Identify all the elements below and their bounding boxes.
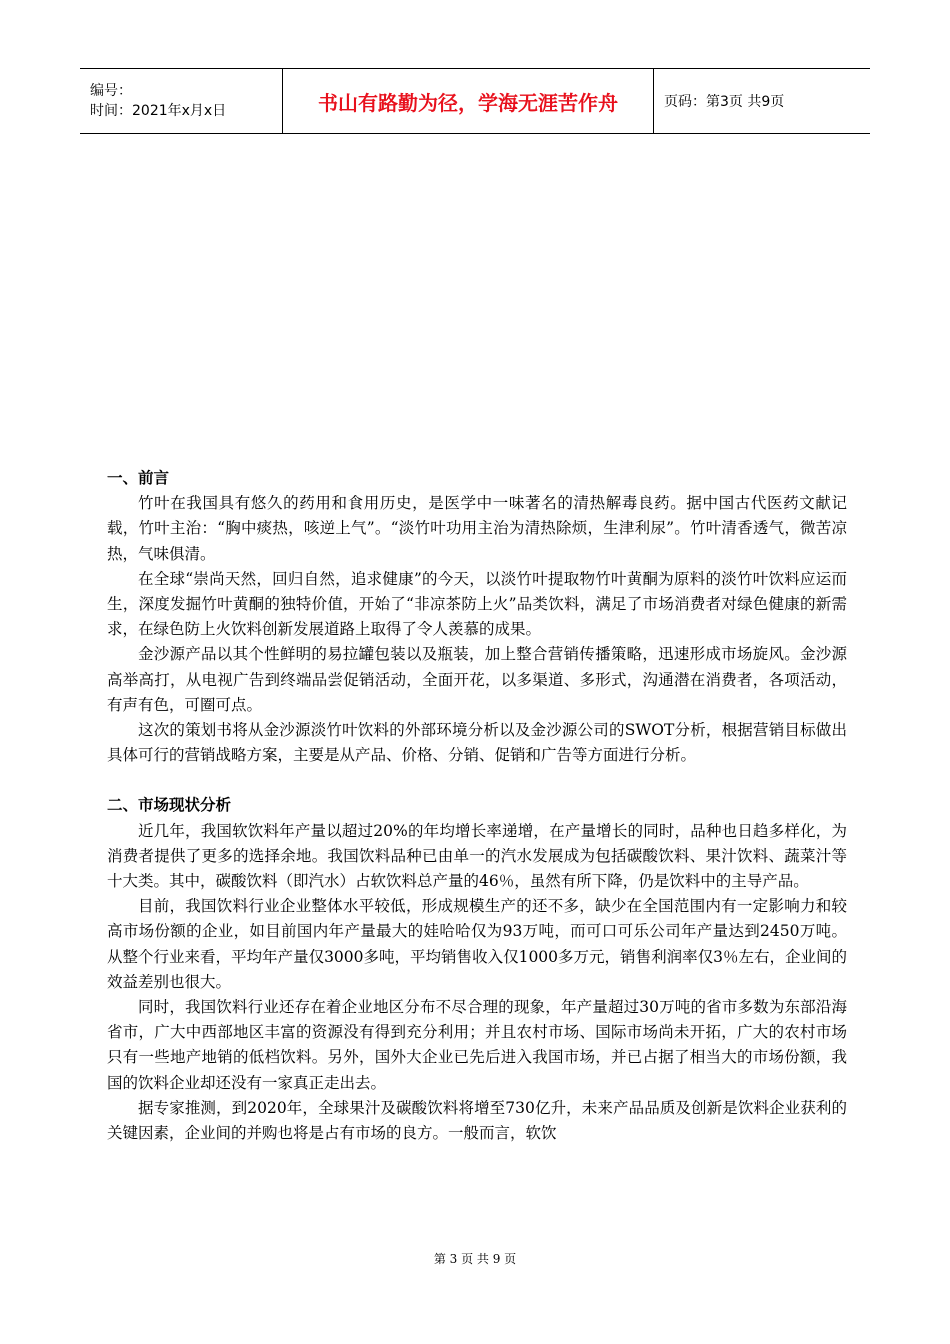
paragraph: 这次的策划书将从金沙源淡竹叶饮料的外部环境分析以及金沙源公司的SWOT分析，根据营销目标做出具体可行的营销战略方案，主要是从产品、价格、分销、促销和广告等方面进行分析。 bbox=[107, 721, 847, 765]
document-body bbox=[107, 466, 847, 1146]
paragraph: 近几年，我国软饮料年产量以超过20%的年均增长率递增，在产量增长的同时，品种也日趋多样化，为消费者提供了更多的选择余地。我国饮料品种已由单一的汽水发展成为包括碳酸饮料、果汁饮料、蔬菜汁等十大类。其中，碳酸饮料（即汽水）占软饮料总产量的46％，虽然有所下降，仍是饮料中的主导产品。 bbox=[107, 821, 847, 891]
number-label: 编号： bbox=[90, 83, 132, 99]
paragraph: 同时，我国饮料行业还存在着企业地区分布不尽合理的现象，年产量超过30万吨的省市多数为东部沿海省市，广大中西部地区丰富的资源没有得到充分利用；并且农村市场、国际市场尚未开拓，广大的农村市场只有一些地产地销的低档饮料。另外，国外大企业已先后进入我国市场，并已占据了相当大的市场份额，我国的饮料企业却还没有一家真正走出去。 bbox=[107, 998, 847, 1092]
header-meta bbox=[80, 69, 282, 133]
section-gap bbox=[107, 768, 847, 793]
section-heading: 一、前言 bbox=[107, 469, 170, 487]
header-motto bbox=[282, 69, 654, 133]
footer-page-number: 第 3 页 共 9 页 bbox=[433, 1252, 517, 1266]
motto-text: 书山有路勤为径，学海无涯苦作舟 bbox=[318, 90, 618, 115]
paragraph: 竹叶在我国具有悠久的药用和食用历史，是医学中一味著名的清热解毒良药。据中国古代医药文献记载，竹叶主治：“胸中痰热，咳逆上气”。“淡竹叶功用主治为清热除烦，生津利尿”。竹叶清香透气，微苦凉热，气味俱清。 bbox=[107, 494, 847, 563]
section-heading: 二、市场现状分析 bbox=[107, 796, 232, 815]
paragraph: 金沙源产品以其个性鲜明的易拉罐包装以及瓶装，加上整合营销传播策略，迅速形成市场旋风。金沙源高举高打，从电视广告到终端品尝促销活动，全面开花，以多渠道、多形式，沟通潜在消费者，各项活动，有声有色，可圈可点。 bbox=[107, 645, 847, 714]
paragraph: 在全球“崇尚天然，回归自然，追求健康”的今天，以淡竹叶提取物竹叶黄酮为原料的淡竹叶饮料应运而生，深度发掘竹叶黄酮的独特价值，开始了“非凉茶防上火”品类饮料，满足了市场消费者对绿色健康的新需求，在绿色防上火饮料创新发展道路上取得了令人羡慕的成果。 bbox=[107, 569, 847, 639]
page-footer bbox=[0, 1250, 950, 1267]
time-label: 时间：2021年x月x日 bbox=[90, 103, 227, 119]
page-header bbox=[80, 68, 870, 134]
paragraph: 据专家推测，到2020年，全球果汁及碳酸饮料将增至730亿升，未来产品品质及创新是饮料企业获利的关键因素，企业间的并购也将是占有市场的良方。一般而言，软饮 bbox=[107, 1098, 847, 1143]
header-page-info bbox=[654, 69, 870, 133]
page-info-text: 页码：第3页 共9页 bbox=[664, 94, 785, 110]
paragraph: 目前，我国饮料行业企业整体水平较低，形成规模生产的还不多，缺少在全国范围内有一定影响力和较高市场份额的企业，如目前国内年产量最大的娃哈哈仅为93万吨，而可口可乐公司年产量达到2450万吨。从整个行业来看，平均年产量仅3000多吨，平均销售收入仅1000多万元，销售利润率仅3％左右，企业间的效益差别也很大。 bbox=[107, 897, 847, 991]
